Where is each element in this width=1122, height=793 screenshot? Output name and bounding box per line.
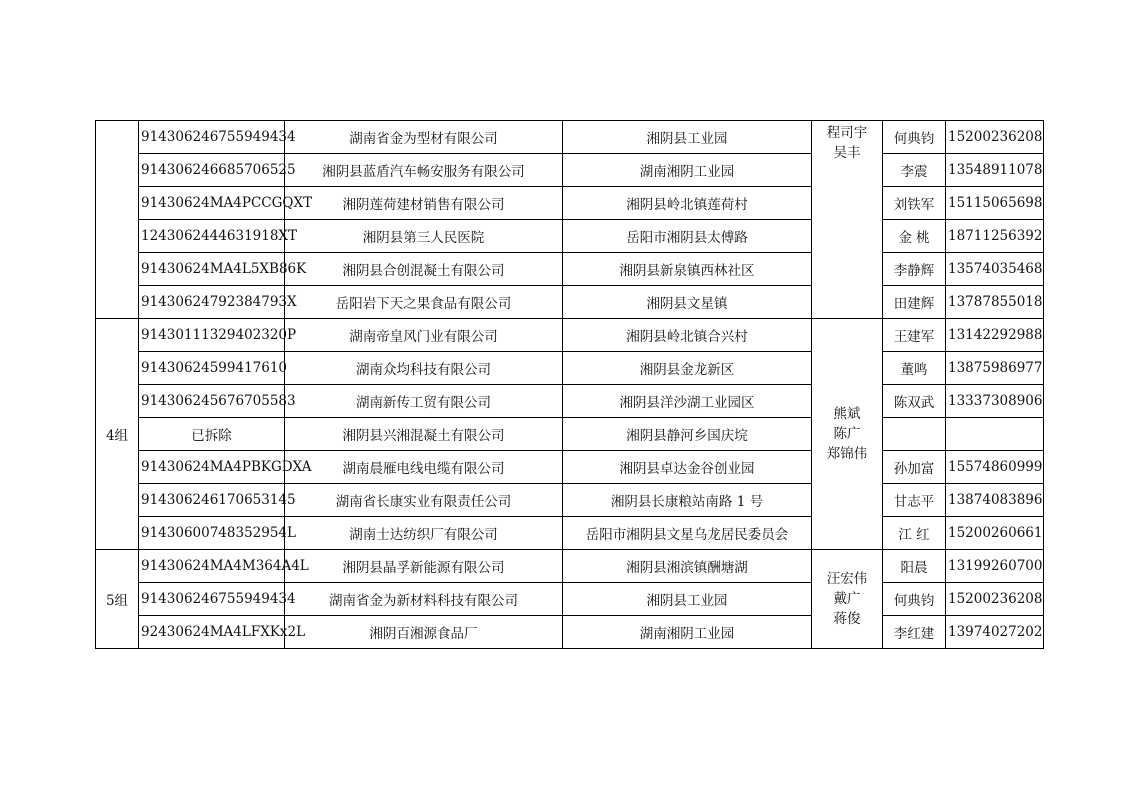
contact-cell: 王建军: [883, 319, 946, 352]
company-name-cell: 湘阴县晶孚新能源有限公司: [285, 550, 563, 583]
table-row: [96, 154, 1044, 187]
credit-code-cell: 914306246755949434: [139, 121, 285, 154]
phone-cell: 15115065698: [946, 187, 1044, 220]
address-cell: 湘阴县金龙新区: [563, 352, 812, 385]
address-cell: 湘阴县岭北镇合兴村: [563, 319, 812, 352]
address-cell: 湘阴县岭北镇莲荷村: [563, 187, 812, 220]
credit-code-cell: 91430624MA4M364A4L: [139, 550, 285, 583]
contact-cell: 陈双武: [883, 385, 946, 418]
phone-cell: 13974027202: [946, 616, 1044, 649]
credit-code-cell: 91430624599417610: [139, 352, 285, 385]
contact-cell: 金 桃: [883, 220, 946, 253]
table-row: [96, 550, 1044, 583]
manager-name: 蒋俊: [833, 611, 861, 627]
address-cell: 湘阴县卓达金谷创业园: [563, 451, 812, 484]
table-body: [96, 121, 1044, 649]
credit-code-cell: 91430600748352954L: [139, 517, 285, 550]
company-name-cell: 湖南新传工贸有限公司: [285, 385, 563, 418]
group-label: [96, 121, 139, 319]
phone-cell: 13574035468: [946, 253, 1044, 286]
manager-name: 吴丰: [833, 145, 861, 161]
phone-cell: 15574860999: [946, 451, 1044, 484]
manager-name: 熊斌: [833, 406, 861, 422]
company-name-cell: 湘阴县蓝盾汽车畅安服务有限公司: [285, 154, 563, 187]
managers-cell: [812, 121, 883, 319]
company-name-cell: 岳阳岩下天之果食品有限公司: [285, 286, 563, 319]
contact-cell: 甘志平: [883, 484, 946, 517]
company-name-cell: 湖南众均科技有限公司: [285, 352, 563, 385]
enterprise-table: [95, 120, 1044, 649]
table-row: [96, 484, 1044, 517]
phone-cell: 13874083896: [946, 484, 1044, 517]
company-name-cell: 湖南省金为型材有限公司: [285, 121, 563, 154]
credit-code-cell: 914306246685706525: [139, 154, 285, 187]
credit-code-cell: 1243062444631918XT: [139, 220, 285, 253]
company-name-cell: 湘阴莲荷建材销售有限公司: [285, 187, 563, 220]
phone-cell: 15200260661: [946, 517, 1044, 550]
company-name-cell: 湖南省长康实业有限责任公司: [285, 484, 563, 517]
table-row: [96, 517, 1044, 550]
manager-name: 程司宇: [826, 125, 868, 141]
contact-cell: 董鸣: [883, 352, 946, 385]
table-row: [96, 385, 1044, 418]
address-cell: 岳阳市湘阴县文星乌龙居民委员会: [563, 517, 812, 550]
group-label: 5组: [96, 550, 139, 649]
company-name-cell: 湖南帝皇风门业有限公司: [285, 319, 563, 352]
credit-code-cell: 91430111329402320P: [139, 319, 285, 352]
address-cell: 湖南湘阴工业园: [563, 616, 812, 649]
group-label: 4组: [96, 319, 139, 550]
address-cell: 湘阴县洋沙湖工业园区: [563, 385, 812, 418]
phone-cell: 13142292988: [946, 319, 1044, 352]
table-row: [96, 616, 1044, 649]
phone-cell: 18711256392: [946, 220, 1044, 253]
address-cell: 湖南湘阴工业园: [563, 154, 812, 187]
contact-cell: 李红建: [883, 616, 946, 649]
phone-cell: 13337308906: [946, 385, 1044, 418]
phone-cell: 15200236208: [946, 583, 1044, 616]
credit-code-cell: 914306245676705583: [139, 385, 285, 418]
phone-cell: 13875986977: [946, 352, 1044, 385]
manager-name: 汪宏伟: [826, 571, 868, 587]
credit-code-cell: 92430624MA4LFXKx2L: [139, 616, 285, 649]
contact-cell: 何典钧: [883, 583, 946, 616]
credit-code-cell: 914306246170653145: [139, 484, 285, 517]
table-row: [96, 121, 1044, 154]
phone-cell: 13548911078: [946, 154, 1044, 187]
address-cell: 湘阴县静河乡国庆垸: [563, 418, 812, 451]
company-name-cell: 湖南省金为新材料科技有限公司: [285, 583, 563, 616]
contact-cell: 田建辉: [883, 286, 946, 319]
phone-cell: 13787855018: [946, 286, 1044, 319]
managers-cell: [812, 550, 883, 649]
table-row: [96, 220, 1044, 253]
credit-code-cell: 91430624MA4PBKGDXA: [139, 451, 285, 484]
phone-cell: 13199260700: [946, 550, 1044, 583]
company-name-cell: 湘阴县合创混凝土有限公司: [285, 253, 563, 286]
phone-cell: 15200236208: [946, 121, 1044, 154]
table-row: [96, 319, 1044, 352]
address-cell: 湘阴县工业园: [563, 121, 812, 154]
manager-name: 戴广: [833, 591, 861, 607]
contact-cell: 李震: [883, 154, 946, 187]
contact-cell: 江 红: [883, 517, 946, 550]
credit-code-cell: 91430624792384793X: [139, 286, 285, 319]
address-cell: 湘阴县文星镇: [563, 286, 812, 319]
phone-cell: [946, 418, 1044, 451]
credit-code-cell: 91430624MA4PCCGQXT: [139, 187, 285, 220]
table-row: [96, 352, 1044, 385]
table-row: [96, 286, 1044, 319]
company-name-cell: 湘阴县第三人民医院: [285, 220, 563, 253]
company-name-cell: 湖南晨雁电线电缆有限公司: [285, 451, 563, 484]
contact-cell: [883, 418, 946, 451]
table-row: [96, 187, 1044, 220]
manager-name: 陈广: [833, 426, 861, 442]
manager-name: 郑锦伟: [826, 446, 868, 462]
address-cell: 湘阴县湘滨镇酬塘湖: [563, 550, 812, 583]
table-row: [96, 253, 1044, 286]
contact-cell: 孙加富: [883, 451, 946, 484]
contact-cell: 何典钧: [883, 121, 946, 154]
address-cell: 岳阳市湘阴县太傅路: [563, 220, 812, 253]
managers-cell: [812, 319, 883, 550]
credit-code-cell: 91430624MA4L5XB86K: [139, 253, 285, 286]
address-cell: 湘阴县工业园: [563, 583, 812, 616]
company-name-cell: 湖南士达纺织厂有限公司: [285, 517, 563, 550]
contact-cell: 刘铁军: [883, 187, 946, 220]
contact-cell: 阳晨: [883, 550, 946, 583]
credit-code-cell: 914306246755949434: [139, 583, 285, 616]
company-name-cell: 湘阴百湘源食品厂: [285, 616, 563, 649]
company-name-cell: 湘阴县兴湘混凝土有限公司: [285, 418, 563, 451]
address-cell: 湘阴县新泉镇西林社区: [563, 253, 812, 286]
table-row: [96, 451, 1044, 484]
contact-cell: 李静辉: [883, 253, 946, 286]
credit-code-cell: 已拆除: [139, 418, 285, 451]
table-row: [96, 583, 1044, 616]
table-row: [96, 418, 1044, 451]
address-cell: 湘阴县长康粮站南路 1 号: [563, 484, 812, 517]
